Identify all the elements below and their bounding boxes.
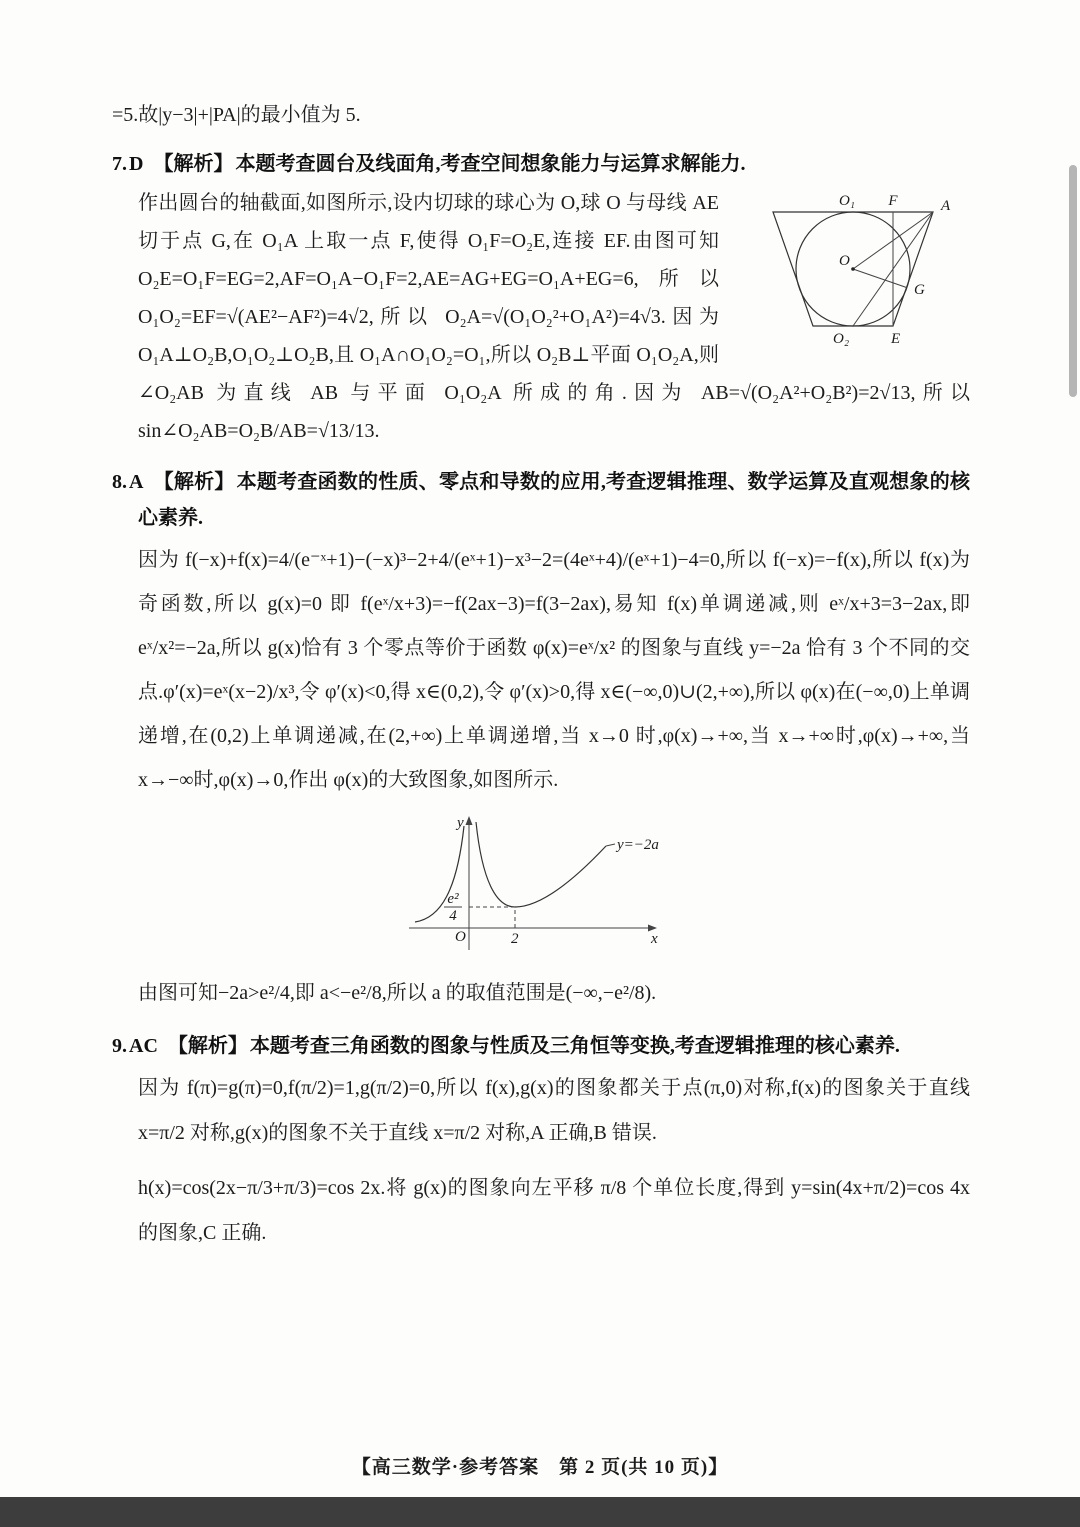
frustum-figure [735,186,970,351]
question-9-paragraph-2: h(x)=cos(2x−π/3+π/3)=cos 2x.将 g(x)的图象向左平移 π/8 个单位长度,得到 y=sin(4x+π/2)=cos 4x 的图象,C 正确. [138,1177,970,1244]
label-o1: O₁ [838,193,856,209]
question-7-answer: D [129,153,144,175]
question-7-body [112,184,970,450]
question-8-lead: 本题考查函数的性质、零点和导数的应用,考查逻辑推理、数学运算及直观想象的核心素养. [138,471,971,529]
label-a: A [941,198,951,214]
question-9-answer: AC [129,1035,158,1057]
carryover-line: =5.故|y−3|+|PA|的最小值为 5. [112,104,361,126]
scrollbar-thumb[interactable] [1069,165,1077,397]
line-y-equals-minus-2a-label: y=−2a [617,837,659,853]
analysis-tag: 【解析】 [153,153,234,175]
analysis-tag: 【解析】 [153,471,235,493]
segment-og [853,269,907,288]
question-7-solution [112,146,970,450]
x-axis-label: x [651,931,658,947]
x-tick-2: 2 [511,931,519,947]
analysis-tag: 【解析】 [167,1035,248,1057]
page-footer: 【高三数学·参考答案 第 2 页(共 10 页)】 [351,1457,729,1478]
label-e: E [891,331,901,347]
y-axis-arrow [466,816,473,825]
question-9-solution [112,1028,970,1256]
function-graph-wrap [138,810,930,966]
question-8-answer: A [129,471,144,493]
question-8-text: 因为 f(−x)+f(x)=4/(e⁻ˣ+1)−(−x)³−2+4/(eˣ+1)−x³−2=(4eˣ+4)/(eˣ+1)−4=0,所以 f(−x)=−f(x),所以 f(x)为奇函数,所以 g(x)=0 即 f(eˣ/x+3)=−f(2ax−3)=f(3−2ax),易知 f(x)单调递减,则 eˣ/x+3=3−2ax,即 eˣ/x²=−2a,所以 g(x)恰有 3 个零点等价于函数 φ(x)=eˣ/x² 的图象与直线 y=−2a 恰有 3 个不同的交点.φ′(x)=eˣ(x−2)/x³,令 φ′(x)<0,得 x∈(0,2),令 φ′(x)>0,得 x∈(−∞,0)∪(2,+∞),所以 φ(x)在(−∞,0)上单调递增,在(0,2)上单调递减,在(2,+∞)上单调递增,当 x→0 时,φ(x)→+∞,当 x→+∞时,φ(x)→+∞,当 x→−∞时,φ(x)→0,作出 φ(x)的大致图象,如图所示. [138,549,970,791]
origin-label: O [455,929,466,945]
question-9-header [112,1028,970,1064]
label-g: G [914,282,925,298]
question-9-lead: 本题考查三角函数的图象与性质及三角恒等变换,考查逻辑推理的核心素养. [249,1035,900,1057]
question-8-conclusion: 由图可知−2a>e²/4,即 a<−e²/8,所以 a 的取值范围是(−∞,−e²/8). [138,982,657,1004]
fraction-denominator: 4 [449,908,457,924]
label-o2: O₂ [833,331,850,347]
label-o: O [839,253,850,269]
label-f: F [888,193,898,209]
page-content [112,98,970,1270]
label-leader-line [606,844,615,846]
question-9-paragraph-1: 因为 f(π)=g(π)=0,f(π/2)=1,g(π/2)=0,所以 f(x),g(x)的图象都关于点(π,0)对称,f(x)的图象关于直线 x=π/2 对称,g(x)的图象不关于直线 x=π/2 对称,A 正确,B 错误. [138,1077,970,1144]
viewer-bottom-bar [0,1497,1080,1527]
question-7-header [112,146,970,182]
y-axis-label: y [457,815,464,831]
fraction-numerator: e² [447,891,459,907]
question-8-number: 8. [112,471,127,493]
point-o [851,267,855,271]
question-7-lead: 本题考查圆台及线面角,考查空间想象能力与运算求解能力. [235,153,746,175]
question-8-solution [112,464,970,1014]
question-8-header [112,464,970,536]
question-7-number: 7. [112,153,127,175]
question-7-text: 作出圆台的轴截面,如图所示,设内切球的球心为 O,球 O 与母线 AE 切于点 G,在 O₁A 上取一点 F,使得 O₁F=O₂E,连接 EF.由图可知 O₂E=O₁F=EG=2,AF=O₁A−O₁F=2,AE=AG+EG=O₁A+EG=6,所以 O₁O₂=EF=√(AE²−AF²)=4√2,所以 O₂A=√(O₁O₂²+O₁A²)=4√3.因为 O₁A⊥O₂B,O₁O₂⊥O₂B,且 O₁A∩O₁O₂=O₁,所以 O₂B⊥平面 O₁O₂A,则∠O₂AB 为直线 AB 与平面 O₁O₂A 所成的角.因为 AB=√(O₂A²+O₂B²)=2√13,所以 sin∠O₂AB=O₂B/AB=√13/13. [138,192,970,442]
function-graph [399,810,669,960]
curve-right-branch [476,822,606,907]
question-9-number: 9. [112,1035,127,1057]
